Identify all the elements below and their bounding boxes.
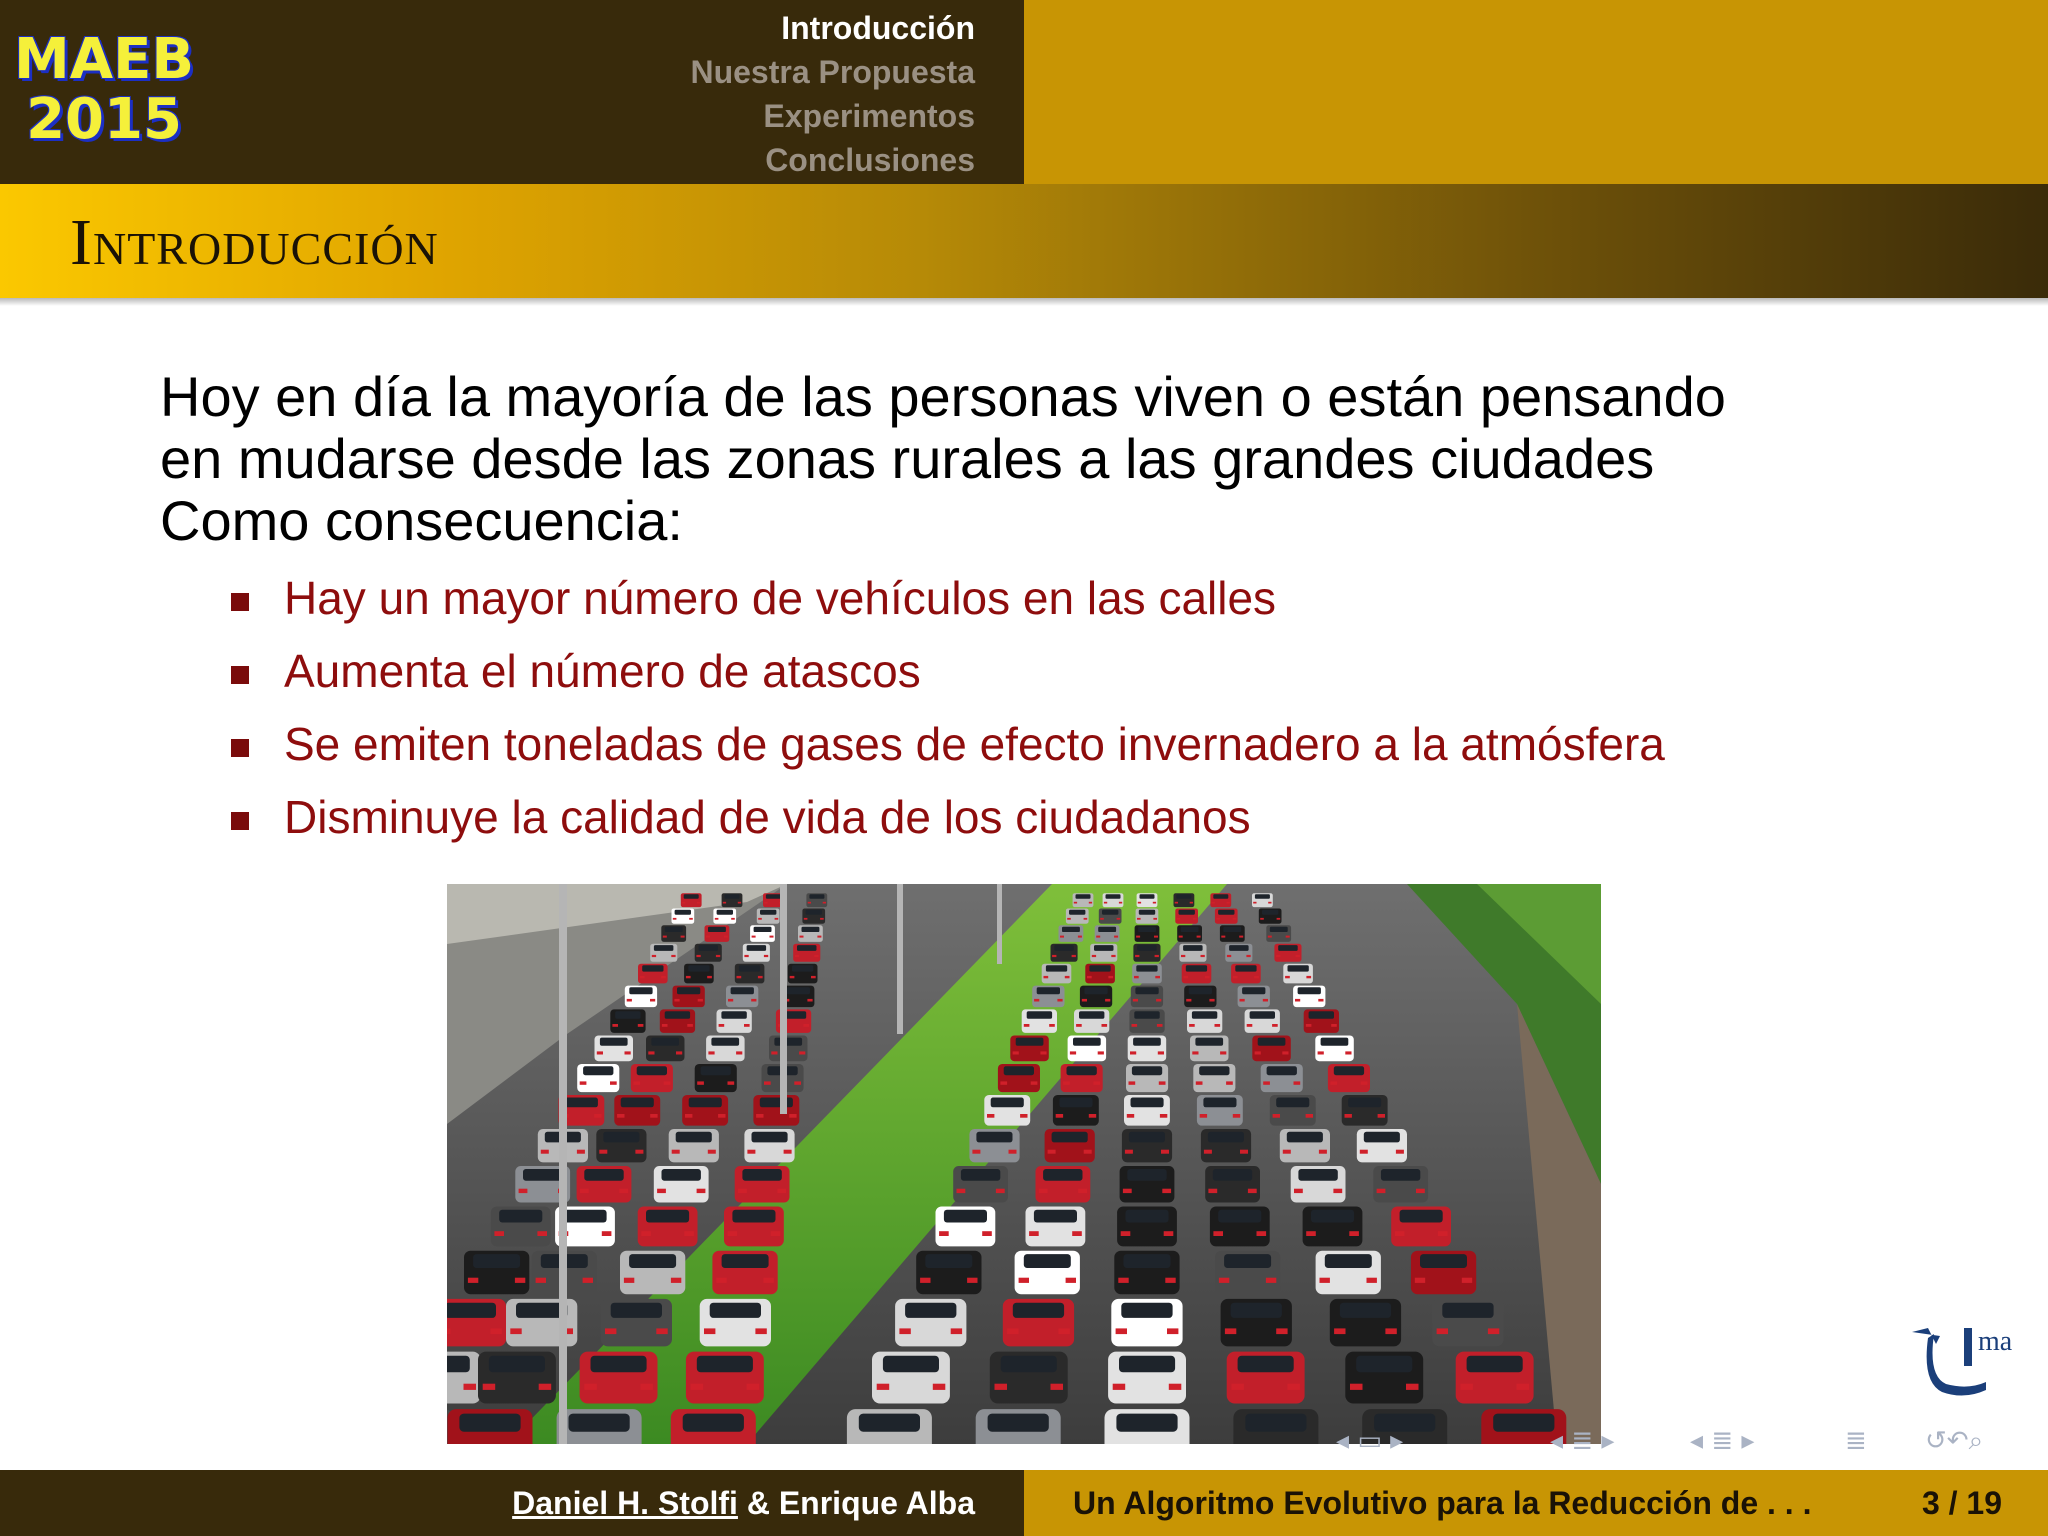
list-item-text: Se emiten toneladas de gases de efecto invernadero a la atmósfera (284, 718, 1665, 770)
car-shape (1174, 893, 1195, 907)
car-shape (447, 1352, 481, 1404)
car-shape (1328, 1064, 1370, 1092)
intro-line-2: en mudarse desde las zonas rurales a las grandes ciudades (160, 427, 1655, 490)
page-number: 3 / 19 (1921, 1485, 2002, 1521)
car-shape (650, 944, 677, 962)
car-shape (1266, 925, 1291, 942)
car-shape (705, 925, 730, 942)
car-shape (1074, 1009, 1109, 1033)
car-shape (713, 909, 736, 924)
university-logo (1906, 1320, 2036, 1410)
car-shape (726, 986, 758, 1008)
car-shape (735, 1166, 790, 1203)
car-shape (793, 944, 820, 962)
car-shape (722, 893, 743, 907)
car-shape (580, 1352, 658, 1404)
car-shape (1129, 1009, 1164, 1033)
nav-section-conclusiones[interactable]: Conclusiones (765, 142, 975, 178)
car-shape (802, 909, 825, 924)
car-shape (1225, 944, 1252, 962)
car-shape (1342, 1095, 1388, 1126)
car-shape (806, 893, 827, 907)
car-shape (1108, 1352, 1186, 1404)
author-rest: & Enrique Alba (737, 1485, 975, 1521)
car-shape (448, 1409, 533, 1444)
footer-short-title: Un Algoritmo Evolutivo para la Reducción de . . . (1073, 1485, 1812, 1521)
car-shape (1059, 925, 1084, 942)
car-shape (1132, 964, 1162, 984)
car-shape (478, 1352, 556, 1404)
car-shape (1291, 1166, 1346, 1203)
uma-logo-mark-bar (1964, 1328, 1972, 1366)
nav-section-experimentos[interactable]: Experimentos (763, 98, 975, 134)
car-shape (1233, 1409, 1318, 1444)
nav-section-nuestra-propuesta[interactable]: Nuestra Propuesta (690, 54, 975, 90)
car-shape (1136, 909, 1159, 924)
list-item-text: Hay un mayor número de vehículos en las calles (284, 572, 1277, 624)
car-shape (1303, 1207, 1363, 1247)
car-shape (916, 1251, 981, 1295)
car-shape (447, 1299, 506, 1347)
car-shape (1010, 1036, 1049, 1062)
car-shape (1042, 964, 1072, 984)
car-shape (1330, 1299, 1401, 1347)
car-shape (681, 893, 702, 907)
car-shape (1135, 925, 1160, 942)
car-shape (610, 1009, 645, 1033)
car-shape (614, 1095, 660, 1126)
car-shape (686, 1352, 764, 1404)
car-shape (990, 1352, 1068, 1404)
car-shape (798, 925, 823, 942)
car-shape (717, 1009, 752, 1033)
subsection-nav-icon[interactable]: ◂ ≣ ▸ (1550, 1426, 1615, 1456)
car-shape (1128, 1036, 1167, 1062)
car-shape (695, 944, 722, 962)
car-shape (1432, 1299, 1503, 1347)
car-shape (1259, 909, 1282, 924)
car-shape (744, 1129, 794, 1162)
car-shape (1090, 944, 1117, 962)
car-shape (757, 909, 780, 924)
intro-line-3: Como consecuencia: (160, 489, 683, 552)
car-shape (1175, 909, 1198, 924)
car-shape (1252, 1036, 1291, 1062)
car-shape (557, 1409, 642, 1444)
car-shape (1283, 964, 1313, 984)
car-shape (712, 1251, 777, 1295)
car-shape (638, 964, 668, 984)
car-shape (788, 964, 818, 984)
back-search-icon[interactable]: ↺↶⌕ (1925, 1426, 1984, 1456)
car-shape (1085, 964, 1115, 984)
car-shape (1315, 1036, 1354, 1062)
car-shape (984, 1095, 1030, 1126)
traffic-jam-photo (447, 884, 1601, 1444)
car-shape (1201, 1129, 1251, 1162)
car-shape (673, 986, 705, 1008)
bullet-square-icon (231, 739, 249, 757)
car-shape (872, 1352, 950, 1404)
car-shape (491, 1207, 551, 1247)
car-shape (1080, 986, 1112, 1008)
car-shape (895, 1299, 966, 1347)
car-shape (1068, 1036, 1107, 1062)
bullet-square-icon (231, 812, 249, 830)
footer-authors (512, 1483, 975, 1523)
car-shape (1045, 1129, 1095, 1162)
car-shape (638, 1207, 698, 1247)
car-shape (769, 1036, 808, 1062)
car-shape (1003, 1299, 1074, 1347)
author-link[interactable]: Daniel H. Stolfi (512, 1485, 738, 1521)
car-shape (1187, 1009, 1222, 1033)
car-shape (672, 909, 695, 924)
car-shape (464, 1251, 529, 1295)
car-shape (1193, 1064, 1235, 1092)
car-shape (1197, 1095, 1243, 1126)
car-shape (1179, 944, 1206, 962)
car-shape (700, 1299, 771, 1347)
section-nav-icon[interactable]: ◂ ≣ ▸ (1690, 1426, 1755, 1456)
car-shape (969, 1129, 1019, 1162)
car-shape (1238, 986, 1270, 1008)
bullet-square-icon (231, 593, 249, 611)
car-shape (1022, 1009, 1057, 1033)
section-navigation (690, 6, 975, 182)
car-shape (1221, 1299, 1292, 1347)
car-shape (1032, 986, 1064, 1008)
car-shape (1099, 909, 1122, 924)
car-shape (1215, 1251, 1280, 1295)
car-shape (706, 1036, 745, 1062)
header-right-panel (1024, 0, 2048, 184)
car-shape (1190, 1036, 1229, 1062)
car-shape (1373, 1166, 1428, 1203)
car-shape (1252, 893, 1273, 907)
car-shape (1184, 986, 1216, 1008)
car-shape (577, 1166, 632, 1203)
car-shape (1053, 1095, 1099, 1126)
car-shape (1182, 964, 1212, 984)
car-shape (998, 1064, 1040, 1092)
car-shape (596, 1129, 646, 1162)
car-shape (671, 1409, 756, 1444)
uma-logo-mark-left (1912, 1328, 1940, 1344)
car-shape (1357, 1129, 1407, 1162)
car-shape (654, 1166, 709, 1203)
car-shape (1270, 1095, 1316, 1126)
car-shape (1293, 986, 1325, 1008)
list-item-text: Disminuye la calidad de vida de los ciudadanos (284, 791, 1251, 843)
car-shape (1210, 893, 1231, 907)
car-shape (1231, 964, 1261, 984)
car-shape (1120, 1166, 1175, 1203)
frame-title-bar (0, 184, 2048, 298)
traffic-jam-illustration (447, 884, 1601, 1444)
nav-section-introduccion[interactable]: Introducción (781, 10, 975, 46)
car-shape (724, 1207, 784, 1247)
bullet-square-icon (231, 666, 249, 684)
car-shape (1051, 944, 1078, 962)
car-shape (743, 944, 770, 962)
car-shape (1036, 1166, 1091, 1203)
car-shape (1066, 909, 1089, 924)
car-shape (646, 1036, 685, 1062)
car-shape (1131, 986, 1163, 1008)
car-shape (1117, 1207, 1177, 1247)
car-shape (1261, 1064, 1303, 1092)
car-shape (1026, 1207, 1086, 1247)
car-shape (1227, 1352, 1305, 1404)
logo-line-2: 2015 (26, 87, 182, 152)
car-shape (1137, 893, 1158, 907)
car-shape (682, 1095, 728, 1126)
logo-line-1: MAEB (14, 27, 195, 92)
car-shape (660, 1009, 695, 1033)
car-shape (1103, 893, 1124, 907)
car-shape (1111, 1299, 1182, 1347)
car-shape (1177, 925, 1202, 942)
car-shape (1316, 1251, 1381, 1295)
car-shape (1073, 893, 1094, 907)
car-shape (1456, 1352, 1534, 1404)
car-shape (695, 1064, 737, 1092)
car-shape (936, 1207, 996, 1247)
list-item-text: Aumenta el número de atascos (284, 645, 921, 697)
conference-logo (14, 27, 195, 152)
car-shape (1210, 1207, 1270, 1247)
car-shape (753, 1095, 799, 1126)
car-shape (577, 1064, 619, 1092)
car-shape (1095, 925, 1120, 942)
car-shape (1391, 1207, 1451, 1247)
car-shape (1133, 944, 1160, 962)
car-shape (595, 1036, 634, 1062)
car-shape (1280, 1129, 1330, 1162)
car-shape (1105, 1409, 1190, 1444)
car-shape (684, 964, 714, 984)
car-shape (1122, 1129, 1172, 1162)
uma-logo-text: ma (1978, 1326, 2013, 1357)
car-shape (601, 1299, 672, 1347)
car-shape (1245, 1009, 1280, 1033)
car-shape (1215, 909, 1238, 924)
car-shape (1274, 944, 1301, 962)
car-shape (631, 1064, 673, 1092)
intro-paragraph (160, 366, 1960, 552)
car-shape (1220, 925, 1245, 942)
toc-icon[interactable]: ≣ (1845, 1426, 1867, 1456)
car-shape (1205, 1166, 1260, 1203)
car-shape (669, 1129, 719, 1162)
car-shape (1411, 1251, 1476, 1295)
car-shape (847, 1409, 932, 1444)
car-shape (1015, 1251, 1080, 1295)
car-shape (953, 1166, 1008, 1203)
car-shape (1114, 1251, 1179, 1295)
frame-title: Introducción (70, 206, 439, 279)
car-shape (1345, 1352, 1423, 1404)
car-shape (1061, 1064, 1103, 1092)
car-shape (976, 1409, 1061, 1444)
car-shape (1126, 1064, 1168, 1092)
frame-nav-icon[interactable]: ◂ ▭ ▸ (1336, 1426, 1404, 1456)
car-shape (735, 964, 765, 984)
car-shape (1124, 1095, 1170, 1126)
car-shape (661, 925, 686, 942)
car-shape (750, 925, 775, 942)
intro-line-1: Hoy en día la mayoría de las personas viven o están pensando (160, 365, 1726, 428)
car-shape (620, 1251, 685, 1295)
car-shape (625, 986, 657, 1008)
car-shape (1304, 1009, 1339, 1033)
